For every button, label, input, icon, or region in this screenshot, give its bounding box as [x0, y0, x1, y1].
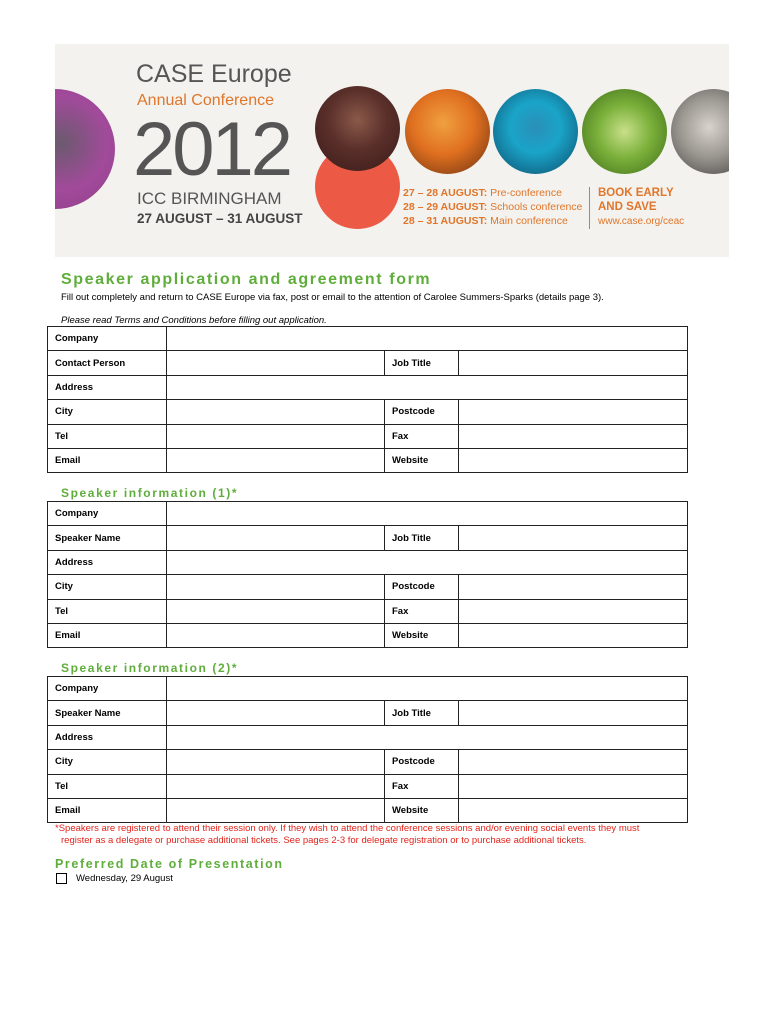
job-title-input[interactable] — [459, 351, 688, 375]
speaker2-email-input[interactable] — [167, 798, 385, 822]
speaker1-website-input[interactable] — [459, 623, 688, 647]
email-input[interactable] — [167, 448, 385, 472]
email-label: Email — [48, 448, 167, 472]
table-row — [48, 575, 688, 599]
speaker1-email-input[interactable] — [167, 623, 385, 647]
speaker2-website-label: Website — [385, 798, 459, 822]
speaker2-city-input[interactable] — [167, 750, 385, 774]
banner-photo-building — [582, 89, 667, 174]
speaker1-address-label: Address — [48, 550, 167, 574]
speaker1-fax-label: Fax — [385, 599, 459, 623]
wednesday-option-label: Wednesday, 29 August — [76, 873, 173, 884]
table-row — [48, 701, 688, 725]
speaker1-website-label: Website — [385, 623, 459, 647]
speaker1-job-title-label: Job Title — [385, 526, 459, 550]
banner-org: CASE Europe — [136, 60, 292, 88]
banner-url[interactable]: www.case.org/ceac — [598, 216, 685, 227]
speaker1-job-title-input[interactable] — [459, 526, 688, 550]
speaker1-tel-label: Tel — [48, 599, 167, 623]
website-input[interactable] — [459, 448, 688, 472]
speaker2-company-label: Company — [48, 677, 167, 701]
speaker1-email-label: Email — [48, 623, 167, 647]
wednesday-checkbox[interactable] — [56, 873, 67, 884]
schedule-desc-1: Pre-conference — [490, 187, 562, 199]
banner-photo-people — [671, 89, 729, 174]
schedule-line-3 — [403, 215, 568, 227]
company-label: Company — [48, 327, 167, 351]
speaker2-address-input[interactable] — [167, 725, 688, 749]
table-row — [48, 725, 688, 749]
website-label: Website — [385, 448, 459, 472]
banner-photo-group — [315, 86, 400, 171]
book-early-line-2: AND SAVE — [598, 201, 657, 213]
speaker1-postcode-input[interactable] — [459, 575, 688, 599]
table-row — [48, 623, 688, 647]
contact-person-label: Contact Person — [48, 351, 167, 375]
speaker2-email-label: Email — [48, 798, 167, 822]
table-row — [48, 798, 688, 822]
speaker1-address-input[interactable] — [167, 550, 688, 574]
speaker2-city-label: City — [48, 750, 167, 774]
table-row — [48, 774, 688, 798]
table-row — [48, 375, 688, 399]
city-input[interactable] — [167, 400, 385, 424]
speaker1-name-input[interactable] — [167, 526, 385, 550]
speaker2-job-title-input[interactable] — [459, 701, 688, 725]
form-title: Speaker application and agreement form — [61, 271, 432, 288]
banner-divider — [589, 187, 590, 229]
form-instructions: Fill out completely and return to CASE Europe via fax, post or email to the attention of Carolee Summers-Sparks (details page 3). — [61, 292, 604, 303]
table-row — [48, 424, 688, 448]
banner-year: 2012 — [133, 107, 291, 192]
speaker1-table — [47, 501, 688, 648]
speaker2-job-title-label: Job Title — [385, 701, 459, 725]
banner-photo-audience — [493, 89, 578, 174]
schedule-line-2 — [403, 201, 582, 213]
postcode-input[interactable] — [459, 400, 688, 424]
table-row — [48, 351, 688, 375]
speaker2-table — [47, 676, 688, 823]
speaker1-name-label: Speaker Name — [48, 526, 167, 550]
schedule-date-1: 27 – 28 AUGUST: — [403, 187, 488, 199]
fax-input[interactable] — [459, 424, 688, 448]
preferred-date-heading: Preferred Date of Presentation — [55, 857, 284, 871]
table-row — [48, 550, 688, 574]
postcode-label: Postcode — [385, 400, 459, 424]
speaker2-fax-label: Fax — [385, 774, 459, 798]
speaker-footnote-line-1: *Speakers are registered to attend their session only. If they wish to attend the conference sessions and/or evening social events they must — [55, 823, 640, 834]
schedule-date-3: 28 – 31 AUGUST: — [403, 215, 488, 227]
banner-dates: 27 AUGUST – 31 AUGUST — [137, 211, 303, 226]
speaker1-city-label: City — [48, 575, 167, 599]
table-row — [48, 599, 688, 623]
schedule-line-1 — [403, 187, 562, 199]
speaker2-company-input[interactable] — [167, 677, 688, 701]
table-row — [48, 400, 688, 424]
speaker1-city-input[interactable] — [167, 575, 385, 599]
speaker2-address-label: Address — [48, 725, 167, 749]
speaker1-company-input[interactable] — [167, 502, 688, 526]
tel-input[interactable] — [167, 424, 385, 448]
fax-label: Fax — [385, 424, 459, 448]
banner-photo-speaker — [405, 89, 490, 174]
speaker1-postcode-label: Postcode — [385, 575, 459, 599]
job-title-label: Job Title — [385, 351, 459, 375]
address-label: Address — [48, 375, 167, 399]
book-early-line-1: BOOK EARLY — [598, 187, 674, 199]
speaker2-website-input[interactable] — [459, 798, 688, 822]
speaker2-tel-label: Tel — [48, 774, 167, 798]
table-row — [48, 448, 688, 472]
city-label: City — [48, 400, 167, 424]
speaker1-heading: Speaker information (1)* — [61, 486, 239, 500]
table-row — [48, 502, 688, 526]
speaker2-postcode-input[interactable] — [459, 750, 688, 774]
speaker1-tel-input[interactable] — [167, 599, 385, 623]
speaker2-fax-input[interactable] — [459, 774, 688, 798]
company-input[interactable] — [167, 327, 688, 351]
speaker2-postcode-label: Postcode — [385, 750, 459, 774]
schedule-date-2: 28 – 29 AUGUST: — [403, 201, 488, 213]
conference-banner — [55, 44, 729, 257]
contact-person-input[interactable] — [167, 351, 385, 375]
table-row — [48, 327, 688, 351]
banner-venue: ICC BIRMINGHAM — [137, 189, 282, 208]
speaker2-tel-input[interactable] — [167, 774, 385, 798]
tel-label: Tel — [48, 424, 167, 448]
schedule-desc-2: Schools conference — [490, 201, 583, 213]
speaker2-heading: Speaker information (2)* — [61, 661, 239, 675]
schedule-desc-3: Main conference — [490, 215, 568, 227]
speaker1-company-label: Company — [48, 502, 167, 526]
banner-subtitle: Annual Conference — [137, 92, 274, 109]
contact-table — [47, 326, 688, 473]
speaker2-name-label: Speaker Name — [48, 701, 167, 725]
speaker-footnote-line-2: register as a delegate or purchase additional tickets. See pages 2-3 for delegate registration or to purchase additional tickets. — [61, 835, 587, 846]
address-input[interactable] — [167, 375, 688, 399]
banner-photo-left — [55, 89, 115, 209]
speaker2-name-input[interactable] — [167, 701, 385, 725]
terms-note: Please read Terms and Conditions before filling out application. — [61, 315, 327, 326]
table-row — [48, 677, 688, 701]
table-row — [48, 526, 688, 550]
table-row — [48, 750, 688, 774]
speaker1-fax-input[interactable] — [459, 599, 688, 623]
